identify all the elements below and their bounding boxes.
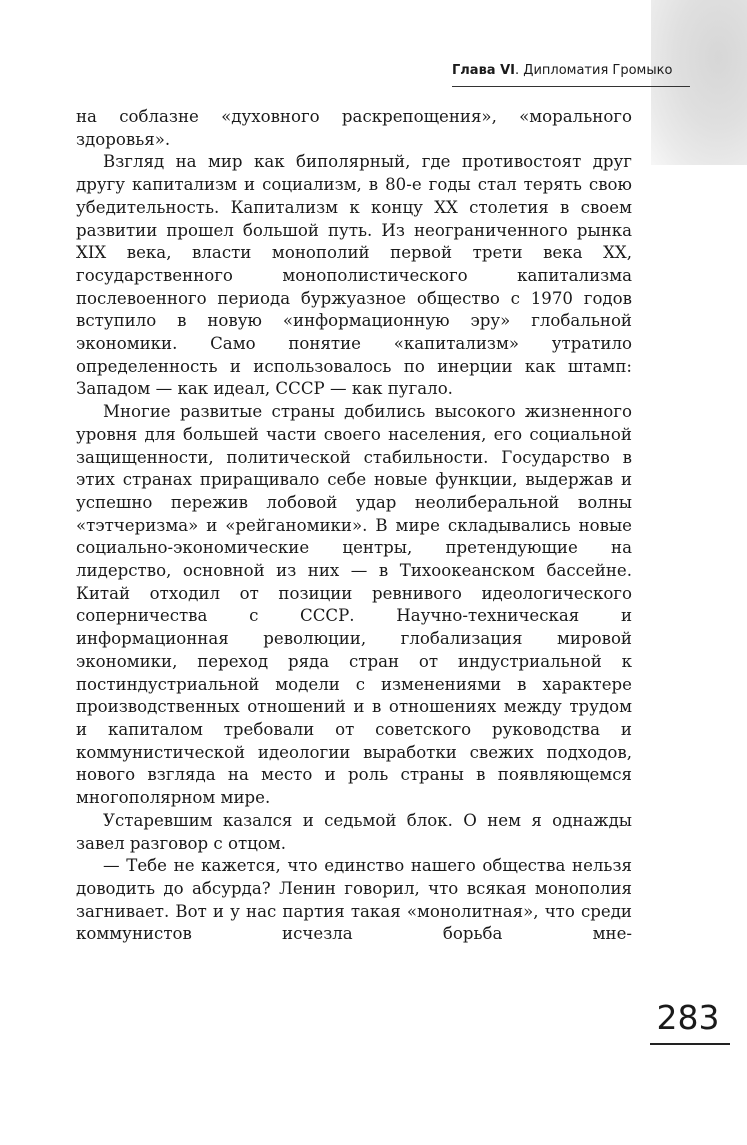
body-text <box>76 106 632 946</box>
running-head-separator: . <box>515 63 524 78</box>
paragraph-1: на соблазне «духовного раскрепощения», «морального здоровья». <box>76 107 632 149</box>
page-number: 283 <box>656 998 720 1037</box>
running-head-chapter: Глава VI <box>452 63 516 78</box>
paragraph-3: Многие развитые страны добились высокого жизненного уровня для большей части своего населения, его социальной защищенности, политической стабильности. Государство в этих странах приращивало себе новые функции, выдержав и успешно пережив лобовой удар неолиберальной волны «тэтчеризма» и «рейганомики». В мире складывались новые социально-экономические центры, претендующие на лидерство, основной из них — в Тихоокеанском бассейне. Китай отходил от позиции ревнивого идеологического соперничества с СССР. Научно-техническая и информационная революции, глобализация мировой экономики, переход ряда стран от индустриальной к постиндустриальной модели с изменениями в характере производственных отношений и в отношениях между трудом и капиталом требовали от советского руководства и коммунистической идеологии выработки свежих подходов, нового взгляда на место и роль страны в появляющемся многополярном мире. <box>76 402 632 808</box>
paragraph-4: Устаревшим казался и седьмой блок. О нем я однажды завел разговор с отцом. <box>76 810 632 853</box>
running-head-title: Дипломатия Громыко <box>523 63 673 78</box>
paragraph-2: Взгляд на мир как биполярный, где противостоят друг другу капитализм и социализм, в 80-е годы стал терять свою убедительность. Капитализм к концу XX столетия в своем развитии прошел большой путь. Из неограниченного рынка XIX века, власти монополий первой трети века XX, государственного монополистического капитализма послевоенного периода буржуазное общество с 1970 годов вступило в новую «информационную эру» глобальной экономики. Само понятие «капитализм» утратило определенность и использовалось по инерции как штамп: Западом — как идеал, СССР — как пугало. <box>76 152 632 399</box>
running-head <box>452 62 688 80</box>
page-corner-shading <box>651 0 747 165</box>
page-number-rule <box>650 1043 730 1045</box>
paragraph-5: — Тебе не кажется, что единство нашего общества нельзя доводить до абсурда? Ленин говорил, что всякая монополия загнивает. Вот и у нас партия такая «монолитная», что среди коммунистов исчезла борьба мне- <box>76 856 632 944</box>
running-head-rule <box>452 86 690 87</box>
